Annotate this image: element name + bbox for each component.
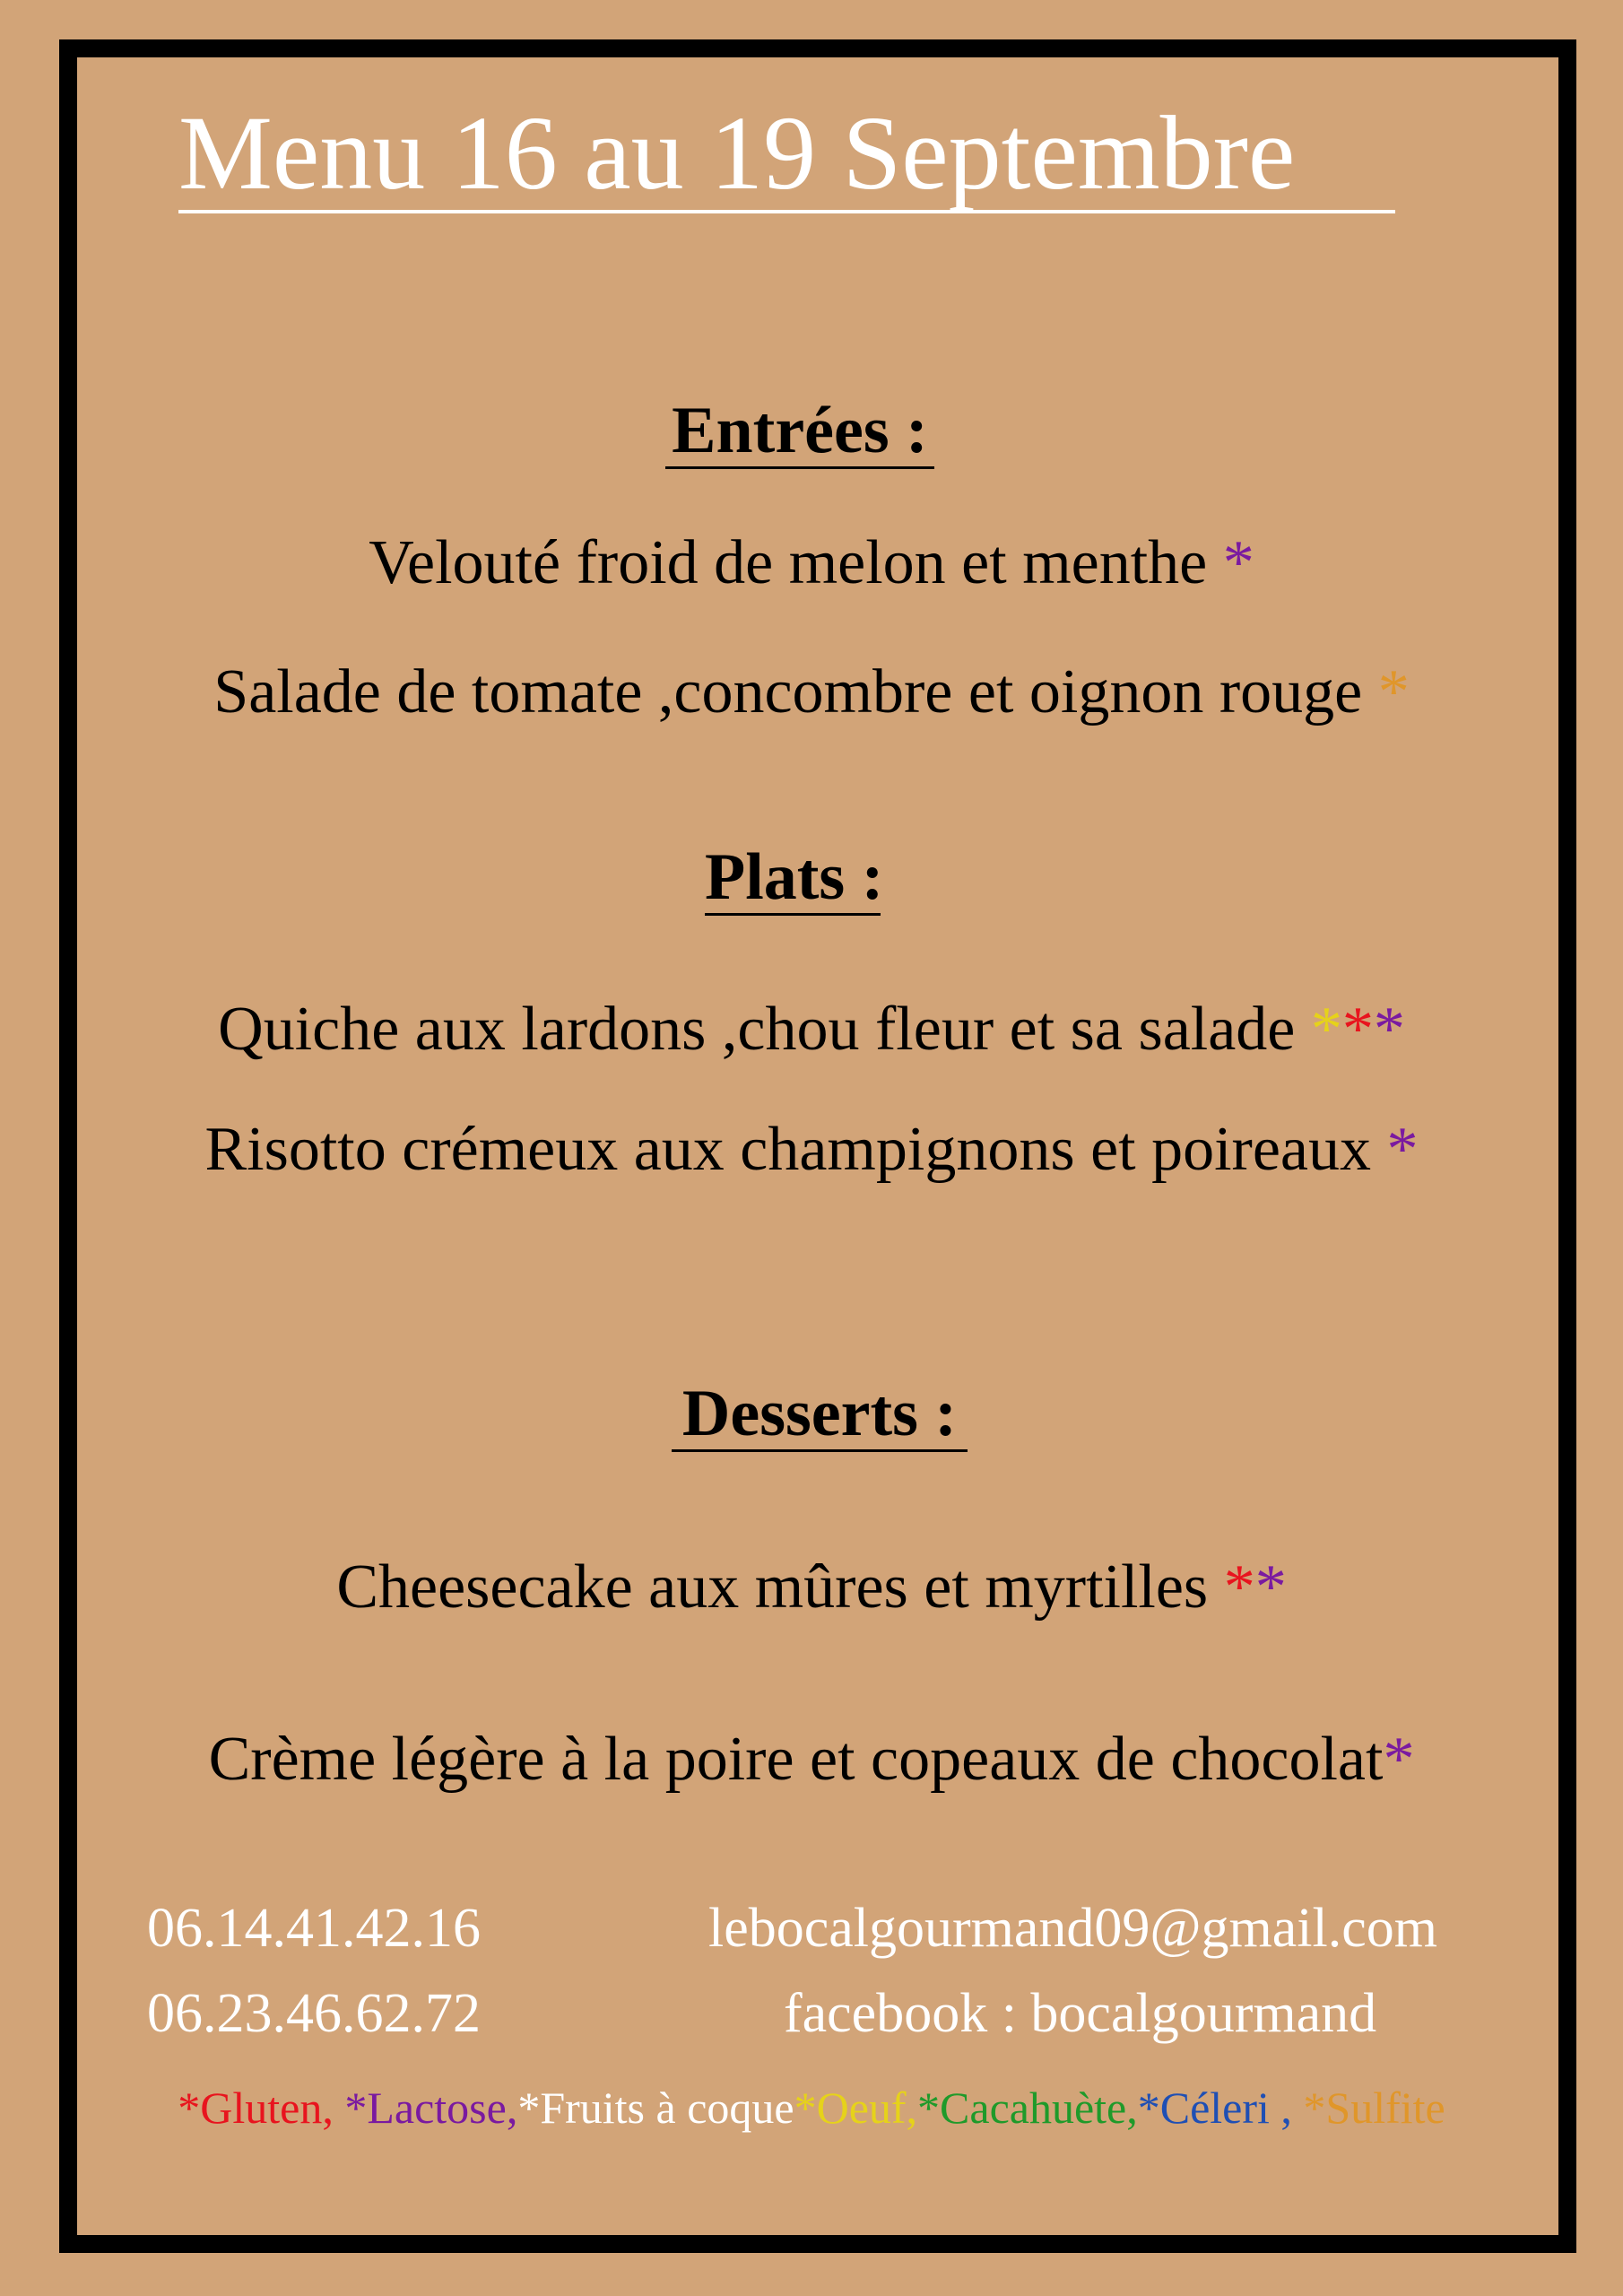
dish-salade: [0, 657, 1623, 728]
allergen-sulfite: *Sulfite: [1303, 2083, 1445, 2133]
dish-name: Risotto crémeux aux champignons et poireaux: [204, 1115, 1387, 1184]
allergen-star-lactose: *: [1373, 995, 1405, 1064]
dish-name: Crème légère à la poire et copeaux de chocolat: [208, 1725, 1384, 1794]
dish-quiche: [0, 994, 1623, 1065]
allergen-star-sulfite: *: [1377, 657, 1410, 726]
allergen-star-lactose: *: [1383, 1725, 1415, 1794]
dish-risotto: [0, 1114, 1623, 1186]
title-underline: [178, 79, 1395, 213]
dish-name: Velouté froid de melon et menthe: [369, 528, 1223, 597]
allergen-legend: [0, 2081, 1623, 2135]
menu-title: Menu 16 au 19 Septembre: [178, 94, 1296, 212]
dish-name: Salade de tomate ,concombre et oignon rouge: [213, 657, 1378, 726]
allergen-lactose: *Lactose,: [344, 2083, 518, 2133]
phone-number-1: 06.14.41.42.16: [147, 1898, 481, 1959]
allergen-star-gluten: *: [1223, 1552, 1255, 1622]
allergen-star-lactose: *: [1222, 528, 1254, 597]
dish-creme: [0, 1724, 1623, 1796]
allergen-cacahuete: *Cacahuète,: [917, 2083, 1138, 2133]
email-address: lebocalgourmand09@gmail.com: [708, 1898, 1437, 1959]
allergen-star-lactose: *: [1386, 1115, 1419, 1184]
dish-veloute: [0, 527, 1623, 599]
allergen-fruits-a-coque: *Fruits à coque: [517, 2083, 794, 2133]
facebook-handle: facebook : bocalgourmand: [784, 1983, 1377, 2044]
allergen-star-lactose: *: [1254, 1552, 1287, 1622]
allergen-star-gluten: *: [1341, 995, 1374, 1064]
heading-desserts: Desserts :: [672, 1378, 968, 1452]
dish-cheesecake: [0, 1552, 1623, 1623]
phone-number-2: 06.23.46.62.72: [147, 1983, 481, 2044]
heading-entrees: Entrées :: [665, 395, 934, 469]
allergen-star-oeuf: *: [1310, 995, 1342, 1064]
allergen-oeuf: *Oeuf,: [794, 2083, 918, 2133]
dish-name: Cheesecake aux mûres et myrtilles: [336, 1552, 1224, 1622]
allergen-gluten: *Gluten,: [178, 2083, 345, 2133]
allergen-celeri: *Céleri ,: [1137, 2083, 1304, 2133]
heading-plats: Plats :: [705, 840, 884, 914]
dish-name: Quiche aux lardons ,chou fleur et sa salade: [218, 995, 1311, 1064]
